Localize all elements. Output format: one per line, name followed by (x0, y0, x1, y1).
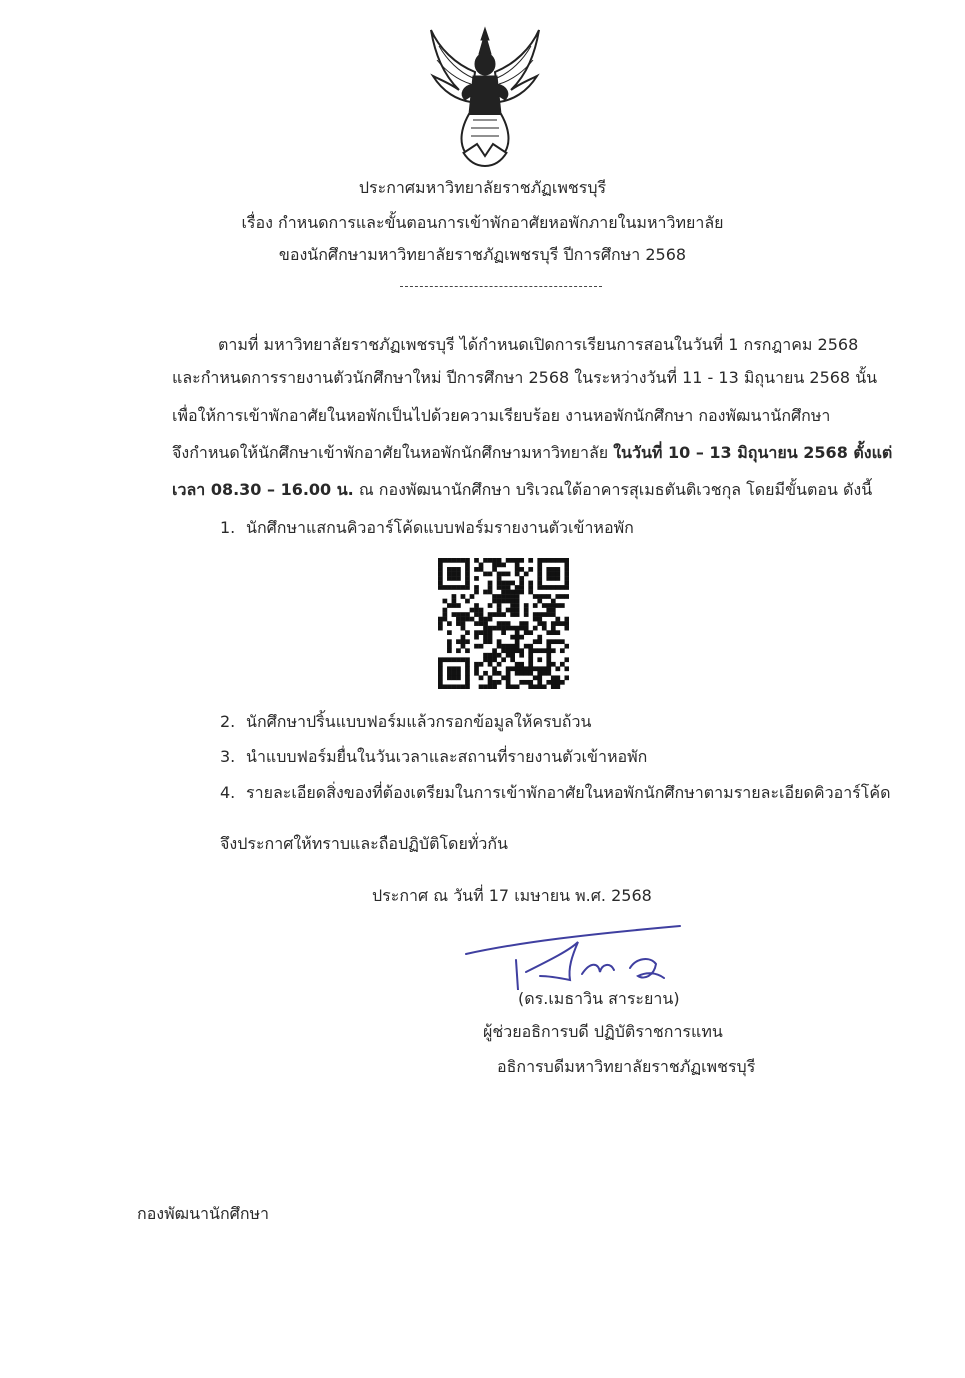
paragraph-line-5-bold: เวลา 08.30 – 16.00 น. (172, 480, 354, 499)
step-1 (220, 516, 634, 540)
qr-code-icon[interactable] (438, 558, 569, 689)
footer-department: กองพัฒนานักศึกษา (137, 1204, 270, 1223)
step-2 (220, 710, 591, 734)
announcement-title: ประกาศมหาวิทยาลัยราชภัฏเพชรบุรี (358, 178, 607, 197)
paragraph-line-5-text: ณ กองพัฒนานักศึกษา บริเวณใต้อาคารสุเมธตันติเวชกุล โดยมีขั้นตอน ดังนี้ (353, 480, 873, 499)
step-2-text: นักศึกษาปริ้นแบบฟอร์มแล้วกรอกข้อมูลให้ครบถ้วน (246, 712, 592, 731)
announcement-date: ประกาศ ณ วันที่ 17 เมษายน พ.ศ. 2568 (372, 886, 652, 905)
paragraph-line-1: ตามที่ มหาวิทยาลัยราชภัฏเพชรบุรี ได้กำหนดเปิดการเรียนการสอนในวันที่ 1 กรกฎาคม 2568 (218, 335, 859, 354)
closing-statement: จึงประกาศให้ทราบและถือปฏิบัติโดยทั่วกัน (220, 834, 508, 853)
step-4-text: รายละเอียดสิ่งของที่ต้องเตรียมในการเข้าพักอาศัยในหอพักนักศึกษาตามรายละเอียดคิวอาร์โค้ด (246, 783, 891, 802)
step-3-text: นำแบบฟอร์มยื่นในวันเวลาและสถานที่รายงานตัวเข้าหอพัก (246, 747, 648, 766)
step-1-text: นักศึกษาแสกนคิวอาร์โค้ดแบบฟอร์มรายงานตัวเข้าหอพัก (246, 518, 634, 537)
divider (400, 286, 602, 287)
announcement-subject-line2: ของนักศึกษามหาวิทยาลัยราชภัฏเพชรบุรี ปีการศึกษา 2568 (278, 245, 687, 264)
signatory-title: ผู้ช่วยอธิการบดี ปฏิบัติราชการแทน (483, 1022, 723, 1041)
step-3 (220, 745, 647, 769)
step-4 (220, 781, 890, 805)
paragraph-line-4-bold: ในวันที่ 10 – 13 มิถุนายน 2568 ตั้งแต่ (613, 443, 893, 462)
signature-icon (460, 920, 700, 990)
paragraph-line-5 (172, 478, 872, 502)
step-2-number: 2. (220, 712, 236, 731)
step-1-number: 1. (220, 518, 236, 537)
paragraph-line-3: เพื่อให้การเข้าพักอาศัยในหอพักเป็นไปด้วยความเรียบร้อย งานหอพักนักศึกษา กองพัฒนานักศึกษา (172, 406, 831, 425)
paragraph-line-4 (172, 441, 892, 465)
garuda-emblem-icon (425, 24, 545, 168)
signatory-title-2: อธิการบดีมหาวิทยาลัยราชภัฏเพชรบุรี (497, 1057, 756, 1076)
paragraph-line-2: และกำหนดการรายงานตัวนักศึกษาใหม่ ปีการศึกษา 2568 ในระหว่างวันที่ 11 - 13 มิถุนายน 2568 นั้น (172, 368, 878, 387)
paragraph-line-4-text: จึงกำหนดให้นักศึกษาเข้าพักอาศัยในหอพักนักศึกษามหาวิทยาลัย (172, 443, 614, 462)
signatory-name: (ดร.เมธาวิน สาระยาน) (518, 989, 680, 1008)
step-4-number: 4. (220, 783, 236, 802)
step-3-number: 3. (220, 747, 236, 766)
announcement-subject: เรื่อง กำหนดการและขั้นตอนการเข้าพักอาศัยหอพักภายในมหาวิทยาลัย (241, 213, 724, 232)
